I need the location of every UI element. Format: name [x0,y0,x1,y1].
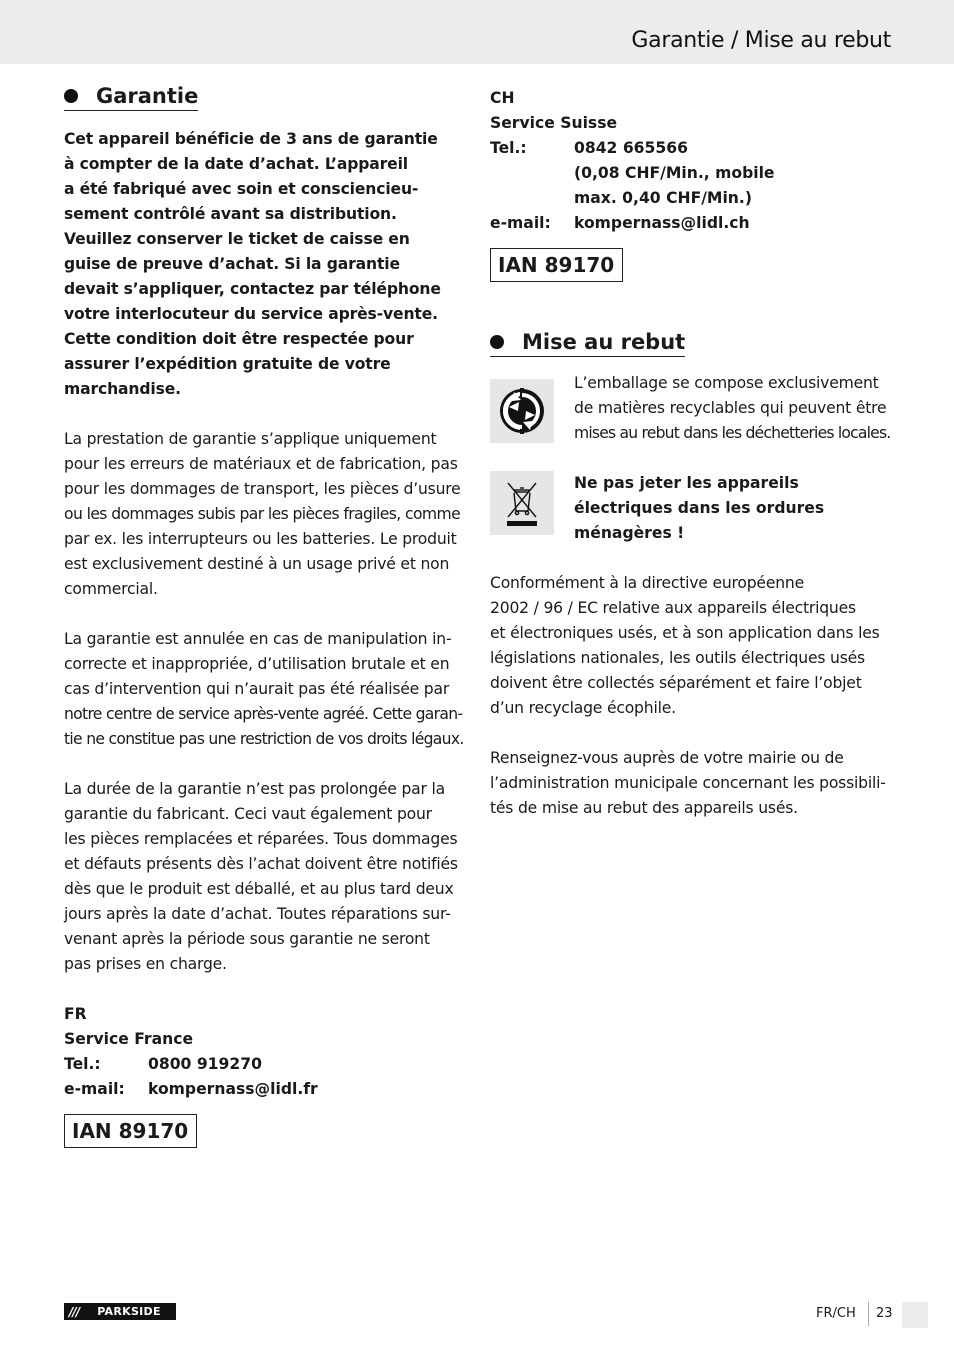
text-line: commercial. [64,580,158,598]
text-line: pour les dommages de transport, les pièces d’usure [64,480,461,498]
text-line: a été fabriqué avec soin et consciencieu- [64,180,419,198]
text-line: d’un recyclage écophile. [490,699,676,717]
text-line: garantie du fabricant. Ceci vaut également pour [64,805,432,823]
page-number: 23 [876,1306,893,1321]
garantie-intro [64,127,469,402]
rebut-heading-text: Mise au rebut [522,330,686,354]
text-line: les pièces remplacées et réparées. Tous dommages [64,830,458,848]
text-line: de matières recyclables qui peuvent être [574,399,887,417]
contact-france [64,1002,469,1102]
text-line: 2002 / 96 / EC relative aux appareils électriques [490,599,856,617]
text-line: Renseignez-vous auprès de votre mairie ou de [490,749,844,767]
garantie-paragraph-2 [64,627,469,752]
phone-note-row [490,186,895,211]
text-line: est exclusivement destiné à un usage privé et non [64,555,450,573]
phone-label: Tel.: [64,1055,101,1073]
recycling-info [490,371,895,446]
text-line: ménagères ! [574,524,685,542]
text-line: pour les erreurs de matériaux et de fabrication, pas [64,455,458,473]
phone-note-row [490,161,895,186]
logo-brand-text: PARKSIDE [84,1305,174,1318]
text-line: assurer l’expédition gratuite de votre [64,355,391,373]
text-line: mises au rebut dans les déchetteries locales. [574,424,891,442]
text-line: Cette condition doit être respectée pour [64,330,414,348]
right-column [490,86,895,821]
text-line: dès que le produit est déballé, et au plus tard deux [64,880,454,898]
text-line: guise de preuve d’achat. Si la garantie [64,255,400,273]
text-line: correcte et inappropriée, d’utilisation brutale et en [64,655,450,673]
text-line: Veuillez conserver le ticket de caisse en [64,230,410,248]
email-label: e-mail: [64,1080,125,1098]
phone-row [64,1052,469,1077]
text-line: à compter de la date d’achat. L’appareil [64,155,408,173]
text-line: électriques dans les ordures [574,499,825,517]
ian-number-box: IAN 89170 [64,1114,197,1148]
phone-number: 0842 665566 [574,139,688,157]
text-line: La garantie est annulée en cas de manipulation in- [64,630,452,648]
text-line: Cet appareil bénéficie de 3 ans de garantie [64,130,438,148]
garantie-paragraph-3 [64,777,469,977]
text-line: L’emballage se compose exclusivement [574,374,879,392]
contact-switzerland [490,86,895,236]
text-line: marchandise. [64,380,181,398]
footer-language: FR/CH [816,1306,856,1321]
text-line: et électroniques usés, et à son application dans les [490,624,880,642]
text-line: législations nationales, les outils électriques usés [490,649,865,667]
footer-divider [868,1302,869,1326]
text-line: par ex. les interrupteurs ou les batteries. Le produit [64,530,457,548]
bullet-icon [490,335,504,349]
green-dot-recycling-icon [490,379,554,443]
bullet-icon [64,89,78,103]
rebut-heading [490,330,685,357]
text-line: devait s’appliquer, contactez par téléphone [64,280,441,298]
text-line: cas d’intervention qui n’aurait pas été réalisée par [64,680,450,698]
rebut-paragraph-1 [490,571,895,721]
garantie-paragraph-1 [64,427,469,602]
garantie-heading-text: Garantie [96,84,199,108]
phone-number: 0800 919270 [148,1055,262,1073]
text-line: venant après la période sous garantie ne seront [64,930,430,948]
phone-row [490,136,895,161]
email-row [64,1077,469,1102]
weee-warning [574,471,824,546]
text-line: votre interlocuteur du service après-vente. [64,305,438,323]
garantie-heading [64,84,198,111]
text-line: tie ne constitue pas une restriction de vos droits légaux. [64,730,464,748]
text-line: jours après la date d’achat. Toutes réparations sur- [64,905,451,923]
text-line: Ne pas jeter les appareils [574,474,799,492]
country-code: CH [490,89,515,107]
left-column [64,84,469,1148]
text-line: tés de mise au rebut des appareils usés. [490,799,798,817]
text-line: et défauts présents dès l’achat doivent être notifiés [64,855,458,873]
text-line: sement contrôlé avant sa distribution. [64,205,397,223]
crossed-out-bin-icon [490,471,554,535]
email-label: e-mail: [490,214,551,232]
email-address: kompernass@lidl.ch [574,214,750,232]
parkside-logo [64,1303,176,1320]
phone-rate-note: max. 0,40 CHF/Min.) [574,189,752,207]
text-line: La durée de la garantie n’est pas prolongée par la [64,780,445,798]
email-row [490,211,895,236]
page-title: Garantie / Mise au rebut [631,28,891,53]
logo-slashes-icon: /// [68,1304,80,1319]
phone-rate-note: (0,08 CHF/Min., mobile [574,164,775,182]
text-line: notre centre de service après-vente agréé. Cette garan- [64,705,463,723]
recycling-text [574,371,890,446]
service-name: Service France [64,1030,194,1048]
weee-info [490,471,895,546]
email-address: kompernass@lidl.fr [148,1080,318,1098]
ian-number-box: IAN 89170 [490,248,623,282]
text-line: ou les dommages subis par les pièces fragiles, comme [64,505,461,523]
text-line: l’administration municipale concernant les possibili- [490,774,886,792]
country-code: FR [64,1005,87,1023]
footer-tab-marker [902,1302,928,1328]
text-line: La prestation de garantie s’applique uniquement [64,430,437,448]
phone-label: Tel.: [490,139,527,157]
page-header [0,0,954,64]
text-line: pas prises en charge. [64,955,227,973]
rebut-paragraph-2 [490,746,895,821]
service-name: Service Suisse [490,114,618,132]
text-line: doivent être collectés séparément et faire l’objet [490,674,862,692]
text-line: Conformément à la directive européenne [490,574,804,592]
